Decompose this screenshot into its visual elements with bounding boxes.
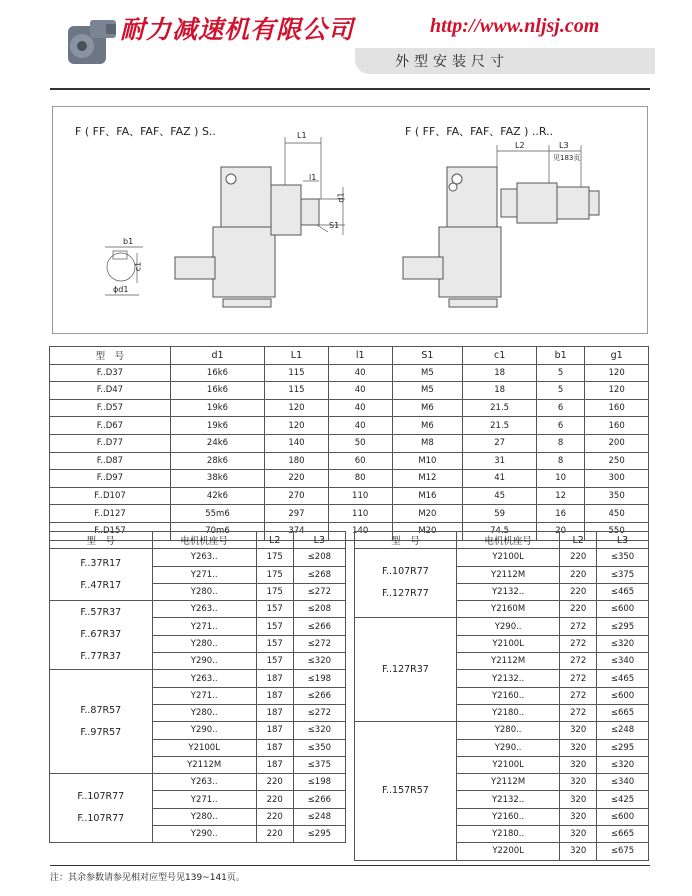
table-cell: Y2180.. <box>456 826 559 843</box>
table-cell: Y2200L <box>456 843 559 860</box>
table-cell: 140 <box>265 434 329 452</box>
label-l1: l1 <box>309 173 317 182</box>
table-cell: 16k6 <box>170 382 264 400</box>
model-group-cell <box>50 549 153 601</box>
table-cell: ≤295 <box>597 618 649 635</box>
table-cell: 200 <box>585 434 649 452</box>
table-cell: F..D97 <box>50 470 171 488</box>
table-cell: 350 <box>585 487 649 505</box>
table-cell: M6 <box>392 417 463 435</box>
table-cell: M20 <box>392 505 463 523</box>
table-cell: ≤266 <box>293 791 345 808</box>
table-cell: M12 <box>392 470 463 488</box>
model-name: F..107R77 <box>77 791 125 803</box>
left-drawing-title: F ( FF、FA、FAF、FAZ ) S.. <box>75 125 216 138</box>
table-cell: 272 <box>560 635 597 652</box>
motor-dimension-table-right <box>354 531 649 861</box>
table-cell: 175 <box>256 583 293 600</box>
table-cell: 220 <box>256 808 293 825</box>
table-row <box>50 434 649 452</box>
table-cell: 55m6 <box>170 505 264 523</box>
table-cell: 270 <box>265 487 329 505</box>
table-cell: 19k6 <box>170 417 264 435</box>
table-cell: 320 <box>560 826 597 843</box>
label-see-page: 见183页 <box>553 154 581 162</box>
table-cell: 157 <box>256 618 293 635</box>
model-name: F..127R77 <box>382 588 429 600</box>
column-header: g1 <box>585 347 649 365</box>
table-cell: F..D87 <box>50 452 171 470</box>
table-cell: 6 <box>536 417 584 435</box>
table-cell: ≤465 <box>597 583 649 600</box>
table-cell: Y2112M <box>456 774 559 791</box>
table-cell: ≤268 <box>293 566 345 583</box>
table-cell: ≤340 <box>597 653 649 670</box>
table-cell: Y2160.. <box>456 808 559 825</box>
table-cell: 187 <box>256 704 293 721</box>
model-name: F..87R57 <box>80 704 122 716</box>
table-cell: M16 <box>392 487 463 505</box>
table-cell: Y2100L <box>152 739 256 756</box>
table-cell: 187 <box>256 687 293 704</box>
table-cell: 18 <box>463 364 537 382</box>
table-cell: 187 <box>256 670 293 687</box>
right-drawing-title: F ( FF、FA、FAF、FAZ ) ..R.. <box>405 125 554 138</box>
table-cell: Y2112M <box>456 653 559 670</box>
table-cell: 272 <box>560 653 597 670</box>
table-row <box>50 452 649 470</box>
table-cell: 320 <box>560 739 597 756</box>
model-name: F..97R57 <box>80 726 122 738</box>
table-row <box>50 382 649 400</box>
table-row <box>355 618 649 635</box>
table-cell: M5 <box>392 382 463 400</box>
table-cell: 59 <box>463 505 537 523</box>
table-cell: ≤665 <box>597 704 649 721</box>
table-cell: 8 <box>536 434 584 452</box>
model-group-cell <box>50 774 153 843</box>
column-header: L2 <box>560 532 597 549</box>
drawing-area <box>52 106 648 334</box>
model-name: F..67R37 <box>80 629 122 641</box>
model-name: F..157R57 <box>382 784 429 796</box>
table-cell: 374 <box>265 522 329 540</box>
table-cell: 250 <box>585 452 649 470</box>
table-cell: Y271.. <box>152 618 256 635</box>
table-cell: 110 <box>328 487 392 505</box>
table-cell: ≤198 <box>293 670 345 687</box>
table-cell: 175 <box>256 549 293 566</box>
table-cell: ≤272 <box>293 635 345 652</box>
table-cell: 272 <box>560 618 597 635</box>
table-cell: Y2112M <box>152 756 256 773</box>
model-name: F..57R37 <box>80 607 122 619</box>
table-cell: 41 <box>463 470 537 488</box>
column-header: L3 <box>597 532 649 549</box>
table-cell: 115 <box>265 382 329 400</box>
table-cell: 157 <box>256 601 293 618</box>
table-cell: ≤320 <box>293 653 345 670</box>
table-cell: 297 <box>265 505 329 523</box>
table-cell: ≤208 <box>293 549 345 566</box>
column-header: 电机机座号 <box>152 532 256 549</box>
footnote: 注：其余参数请参见相对应型号见139~141页。 <box>50 873 245 883</box>
table-cell: Y290.. <box>456 618 559 635</box>
shaft-dimension-table <box>49 346 649 541</box>
table-cell: 320 <box>560 843 597 860</box>
table-cell: 40 <box>328 417 392 435</box>
table-cell: F..D127 <box>50 505 171 523</box>
table-cell: 220 <box>256 774 293 791</box>
table-cell: M8 <box>392 434 463 452</box>
table-cell: 140 <box>328 522 392 540</box>
motor-dimension-table-left <box>49 531 346 843</box>
table-cell: Y2132.. <box>456 583 559 600</box>
table-cell: 24k6 <box>170 434 264 452</box>
gearbox-logo-icon <box>60 16 120 71</box>
table-row <box>355 549 649 566</box>
left-gear-drawing <box>53 107 647 333</box>
table-cell: 220 <box>560 549 597 566</box>
table-cell: 320 <box>560 722 597 739</box>
table-cell: Y280.. <box>152 704 256 721</box>
table-cell: 300 <box>585 470 649 488</box>
table-cell: 60 <box>328 452 392 470</box>
table-cell: 187 <box>256 739 293 756</box>
table-cell: 120 <box>265 417 329 435</box>
table-cell: ≤295 <box>597 739 649 756</box>
table-cell: Y2112M <box>456 566 559 583</box>
model-group-cell <box>355 722 457 860</box>
table-cell: 40 <box>328 399 392 417</box>
table-cell: 220 <box>560 583 597 600</box>
table-cell: 272 <box>560 687 597 704</box>
table-header-row <box>355 532 649 549</box>
table-cell: ≤600 <box>597 601 649 618</box>
table-cell: 320 <box>560 791 597 808</box>
table-cell: Y263.. <box>152 670 256 687</box>
table-cell: Y263.. <box>152 774 256 791</box>
model-name: F..37R17 <box>80 557 122 569</box>
table-row <box>50 399 649 417</box>
table-cell: 21.5 <box>463 399 537 417</box>
table-cell: 272 <box>560 704 597 721</box>
table-cell: 38k6 <box>170 470 264 488</box>
table-cell: M10 <box>392 452 463 470</box>
table-cell: 160 <box>585 399 649 417</box>
table-cell: 120 <box>265 399 329 417</box>
model-group-cell <box>355 549 457 618</box>
column-header: L3 <box>293 532 345 549</box>
table-row <box>50 670 346 687</box>
table-cell: ≤465 <box>597 670 649 687</box>
table-cell: F..D107 <box>50 487 171 505</box>
table-cell: M20 <box>392 522 463 540</box>
label-S1: S1 <box>329 221 340 230</box>
table-row <box>50 601 346 618</box>
column-header: L2 <box>256 532 293 549</box>
table-cell: ≤425 <box>597 791 649 808</box>
table-cell: ≤350 <box>293 739 345 756</box>
table-cell: F..D47 <box>50 382 171 400</box>
table-cell: 16 <box>536 505 584 523</box>
table-cell: M5 <box>392 364 463 382</box>
table-row <box>50 505 649 523</box>
table-cell: Y280.. <box>152 583 256 600</box>
column-header: L1 <box>265 347 329 365</box>
table-cell: 40 <box>328 382 392 400</box>
table-cell: Y280.. <box>456 722 559 739</box>
table-cell: Y271.. <box>152 687 256 704</box>
table-cell: 320 <box>560 808 597 825</box>
table-cell: Y290.. <box>152 653 256 670</box>
column-header: S1 <box>392 347 463 365</box>
table-cell: 27 <box>463 434 537 452</box>
table-cell: 187 <box>256 756 293 773</box>
table-cell: 175 <box>256 566 293 583</box>
table-header-row <box>50 347 649 365</box>
table-cell: 120 <box>585 364 649 382</box>
table-cell: Y2180.. <box>456 704 559 721</box>
label-L1: L1 <box>297 131 307 140</box>
table-cell: F..D157 <box>50 522 171 540</box>
table-cell: ≤272 <box>293 704 345 721</box>
label-b1: b1 <box>123 237 134 246</box>
table-cell: 180 <box>265 452 329 470</box>
table-cell: ≤320 <box>597 635 649 652</box>
table-cell: 320 <box>560 756 597 773</box>
table-cell: ≤266 <box>293 687 345 704</box>
table-cell: 42k6 <box>170 487 264 505</box>
table-cell: ≤248 <box>597 722 649 739</box>
table-header-row <box>50 532 346 549</box>
table-cell: Y2100L <box>456 549 559 566</box>
table-cell: Y290.. <box>152 722 256 739</box>
model-name: F..127R37 <box>382 663 429 675</box>
model-name: F..47R17 <box>80 579 122 591</box>
table-cell: ≤198 <box>293 774 345 791</box>
table-row <box>355 722 649 739</box>
column-header: l1 <box>328 347 392 365</box>
table-cell: F..D77 <box>50 434 171 452</box>
table-cell: ≤375 <box>293 756 345 773</box>
table-cell: 21.5 <box>463 417 537 435</box>
table-row <box>50 774 346 791</box>
table-cell: ≤320 <box>597 756 649 773</box>
table-cell: 272 <box>560 670 597 687</box>
column-header: b1 <box>536 347 584 365</box>
table-cell: Y2160M <box>456 601 559 618</box>
table-cell: ≤665 <box>597 826 649 843</box>
table-cell: 220 <box>265 470 329 488</box>
table-cell: 450 <box>585 505 649 523</box>
table-cell: Y271.. <box>152 791 256 808</box>
page-subtitle: 外型安装尺寸 <box>395 54 509 70</box>
table-cell: ≤375 <box>597 566 649 583</box>
table-cell: Y271.. <box>152 566 256 583</box>
table-cell: ≤266 <box>293 618 345 635</box>
table-cell: 40 <box>328 364 392 382</box>
table-cell: 19k6 <box>170 399 264 417</box>
table-cell: ≤600 <box>597 808 649 825</box>
model-name: F..107R77 <box>77 813 125 825</box>
table-row <box>50 549 346 566</box>
table-cell: 110 <box>328 505 392 523</box>
table-cell: 5 <box>536 382 584 400</box>
table-cell: 80 <box>328 470 392 488</box>
brand-name: 耐力减速机有限公司 <box>120 15 355 44</box>
model-group-cell <box>50 601 153 670</box>
table-cell: Y263.. <box>152 601 256 618</box>
table-row <box>50 470 649 488</box>
column-header: 电机机座号 <box>456 532 559 549</box>
brand-url[interactable]: http://www.nljsj.com <box>430 15 600 37</box>
column-header: 型 号 <box>355 532 457 549</box>
label-c1: c1 <box>133 261 143 272</box>
table-cell: 5 <box>536 364 584 382</box>
table-cell: M6 <box>392 399 463 417</box>
table-cell: ≤208 <box>293 601 345 618</box>
table-cell: 8 <box>536 452 584 470</box>
table-cell: 220 <box>256 791 293 808</box>
model-group-cell <box>355 618 457 722</box>
page-header <box>0 0 692 95</box>
label-phi-d1: ϕd1 <box>113 285 129 294</box>
table-cell: 12 <box>536 487 584 505</box>
table-cell: Y290.. <box>152 826 256 843</box>
table-cell: 157 <box>256 653 293 670</box>
table-cell: Y2132.. <box>456 791 559 808</box>
table-cell: 74.5 <box>463 522 537 540</box>
table-cell: 70m6 <box>170 522 264 540</box>
table-cell: Y2160.. <box>456 687 559 704</box>
table-cell: 157 <box>256 635 293 652</box>
column-header: 型 号 <box>50 347 171 365</box>
table-cell: 45 <box>463 487 537 505</box>
model-group-cell <box>50 670 153 774</box>
table-cell: 220 <box>560 566 597 583</box>
table-cell: 28k6 <box>170 452 264 470</box>
table-cell: ≤350 <box>597 549 649 566</box>
table-cell: 115 <box>265 364 329 382</box>
table-cell: ≤272 <box>293 583 345 600</box>
model-name: F..77R37 <box>80 651 122 663</box>
table-cell: Y2100L <box>456 756 559 773</box>
table-cell: 220 <box>560 601 597 618</box>
model-name: F..107R77 <box>382 566 429 578</box>
table-cell: Y290.. <box>456 739 559 756</box>
table-cell: 20 <box>536 522 584 540</box>
table-cell: ≤248 <box>293 808 345 825</box>
table-cell: F..D57 <box>50 399 171 417</box>
table-cell: 31 <box>463 452 537 470</box>
table-cell: 160 <box>585 417 649 435</box>
table-row <box>50 487 649 505</box>
column-header: 型 号 <box>50 532 153 549</box>
table-cell: F..D67 <box>50 417 171 435</box>
table-cell: Y2132.. <box>456 670 559 687</box>
table-cell: ≤340 <box>597 774 649 791</box>
table-cell: F..D37 <box>50 364 171 382</box>
table-cell: 120 <box>585 382 649 400</box>
footer-divider <box>50 865 650 866</box>
table-cell: Y280.. <box>152 635 256 652</box>
table-cell: ≤675 <box>597 843 649 860</box>
table-cell: ≤295 <box>293 826 345 843</box>
table-cell: ≤320 <box>293 722 345 739</box>
table-cell: 10 <box>536 470 584 488</box>
table-cell: Y2100L <box>456 635 559 652</box>
column-header: d1 <box>170 347 264 365</box>
column-header: c1 <box>463 347 537 365</box>
table-cell: 18 <box>463 382 537 400</box>
table-cell: 187 <box>256 722 293 739</box>
table-cell: 16k6 <box>170 364 264 382</box>
table-cell: 320 <box>560 774 597 791</box>
table-cell: 50 <box>328 434 392 452</box>
table-cell: 550 <box>585 522 649 540</box>
label-d1: d1 <box>336 192 346 203</box>
table-cell: Y263.. <box>152 549 256 566</box>
table-cell: 220 <box>256 826 293 843</box>
label-L3: L3 <box>559 141 569 150</box>
table-cell: ≤600 <box>597 687 649 704</box>
label-L2: L2 <box>515 141 525 150</box>
table-row <box>50 364 649 382</box>
table-cell: 6 <box>536 399 584 417</box>
header-divider <box>50 88 650 90</box>
table-row <box>50 417 649 435</box>
table-cell: Y280.. <box>152 808 256 825</box>
